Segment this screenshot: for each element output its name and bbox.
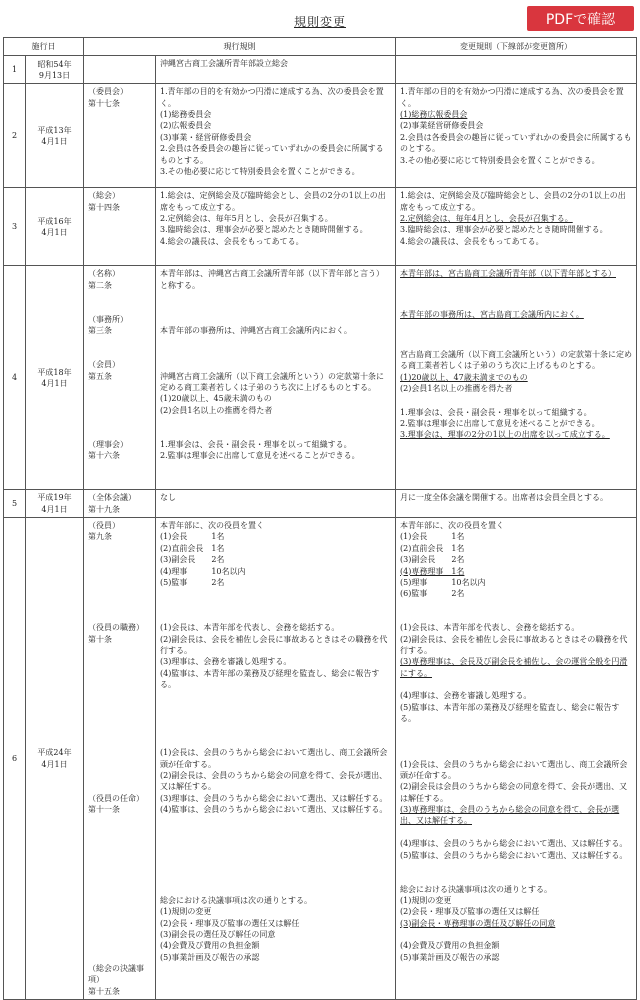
changed-text: (2)会員1名以上の推薦を得た者 <box>400 384 513 394</box>
row-changed-rule <box>396 266 637 490</box>
changed-text: 3.臨時総会は、理事会が必要と認めたとき随時開催する。 4.総会の議長は、会長をもってあてる。 <box>400 225 608 246</box>
pdf-confirm-button[interactable]: PDFで確認 <box>527 6 634 31</box>
changed-text: 本青年部に、次の役員を置く (1)会長 1名 (2)直前会長 1名 (3)副会長 2名 <box>400 521 504 565</box>
row-current-rule: なし <box>156 490 396 518</box>
changed-text-underlined: (3)専務理事は、会員のうちから総会の同意を得て、会長が選出、又は解任する。 <box>400 805 620 826</box>
row-date: 平成19年 4月1日 <box>26 490 84 518</box>
changed-text-underlined: 3.理事会は、理事の2分の1以上の出席を以って成立する。 <box>400 430 610 440</box>
table-row <box>4 266 637 490</box>
row-date: 平成18年 4月1日 <box>26 266 84 490</box>
row-changed-rule <box>396 188 637 266</box>
row-article <box>84 56 156 84</box>
row-article: （全体会議） 第十九条 <box>84 490 156 518</box>
changed-text: (4)理事は、会員のうちから総会において選出、又は解任する。 (5)監事は、会員のうちから総会において選出、又は解任する。 総会における決議事項は次の通りとする。 (1)規則の変更 (2)会長・理事及び監事の選任又は解任 <box>400 839 628 917</box>
changed-text: (4)会費及び費用の負担金額 (5)事業計画及び報告の承認 <box>400 941 500 962</box>
changed-text: 宮古島商工会議所（以下商工会議所という）の定款第十条に定める商工業者若しくは子弟のうち次に上げるものとする。 <box>400 350 632 371</box>
row-current-rule: 本青年部に、次の役員を置く (1)会長 1名 (2)直前会長 1名 (3)副会長 2名 (4)理事 10名以内 (5)監事 2名 (1)会長は、本青年部を代表し、会務を総括する。 (2)副会長は、会長を補佐し会長に事故あるときはその職務を代行する。 (3)理事は、会務を審議し処理する。 (4)監事は、本青年部の業務及び経理を監査し、総会に報告する。 (1)会長は、会員のうちから総会において選出し、商工会議所会頭が任命する。 (2)副会長は、会員のうちから総会の同意を得て、会長が選出、又は解任する。 (3)理事は、会員のうちから総会において選出、又は解任する。 (4)監事は、会員のうちから総会において選出、又は解任する。 総会における決議事項は次の通りとする。 (1)規則の変更 (2)会長・理事及び監事の選任又は解任 (3)副会長の選任及び解任の同意 (4)会費及び費用の負担金額 (5)事業計画及び報告の承認 <box>156 518 396 1000</box>
row-current-rule: 1.総会は、定例総会及び臨時総会とし、会員の2分の1以上の出席をもって成立する。 2.定例総会は、毎年5月とし、会長が召集する。 3.臨時総会は、理事会が必要と認めたとき随時開催する。 4.総会の議長は、会長をもってあてる。 <box>156 188 396 266</box>
row-current-rule: 1.青年部の目的を有効かつ円滑に達成する為、次の委員会を置く。 (1)総務委員会 (2)広報委員会 (3)事業・経営研修委員会 2.会員は各委員会の趣旨に従っていずれかの委員会に所属するものとする。 3.その他必要に応じて特別委員会を置くことができる。 <box>156 84 396 188</box>
header-date: 施行日 <box>4 38 84 56</box>
row-number: 6 <box>4 518 26 1000</box>
changed-text-underlined: 本青年部は、宮古島商工会議所青年部（以下青年部とする） <box>400 269 616 279</box>
row-number: 1 <box>4 56 26 84</box>
row-article: （役員） 第九条 （役員の職務） 第十条 （役員の任命） 第十一条 （総会の決議事項） 第十五条 <box>84 518 156 1000</box>
rules-change-table <box>3 37 637 1000</box>
row-number: 4 <box>4 266 26 490</box>
changed-text-underlined: (1)20歳以上、47歳未満までのもの <box>400 372 528 382</box>
row-changed-rule <box>396 56 637 84</box>
table-header-row <box>4 38 637 56</box>
table-row <box>4 56 637 84</box>
changed-text-underlined: 2.定例総会は、毎年4月とし、会長が召集する。 <box>400 214 573 224</box>
row-article: （名称） 第二条 （事務所） 第三条 （会員） 第五条 （理事会） 第十六条 <box>84 266 156 490</box>
changed-text: 1.青年部の目的を有効かつ円滑に達成する為、次の委員会を置く。 <box>400 87 624 108</box>
row-date: 平成24年 4月1日 <box>26 518 84 1000</box>
changed-text: (4)理事は、会務を審議し処理する。 (5)監事は、本青年部の業務及び経理を監査し、総会に報告する。 (1)会長は、会員のうちから総会において選出し、商工会議所会頭が任命する。 (2)副会長は会員のうちから総会の同意を得て、会長が選出、又は解任する。 <box>400 691 628 803</box>
table-row <box>4 490 637 518</box>
header-current: 現行規則 <box>84 38 396 56</box>
row-date: 昭和54年 9月13日 <box>26 56 84 84</box>
changed-text: 1.理事会は、会長・副会長・理事を以って組織する。 2.監事は理事会に出席して意見を述べることができる。 <box>400 407 600 428</box>
page-title: 規則変更 <box>293 15 346 29</box>
row-number: 5 <box>4 490 26 518</box>
row-changed-rule <box>396 84 637 188</box>
row-current-rule: 本青年部は、沖縄宮古商工会議所青年部（以下青年部と言う）と称する。 本青年部の事務所は、沖縄宮古商工会議所内におく。 沖縄宮古商工会議所（以下商工会議所という）の定款第十条に定める商工業者若しくは子弟のうち次に上げるものとする。 (1)20歳以上、45歳未満のもの (2)会員1名以上の推薦を得た者 1.理事会は、会長・副会長・理事を以って組織する。 2.監事は理事会に出席して意見を述べることができる。 <box>156 266 396 490</box>
changed-text: (5)理事 10名以内 (6)監事 2名 (1)会長は、本青年部を代表し、会務を総括する。 (2)副会長は、会長を補佐し会長に事故あるときはその職務を代行する。 <box>400 577 628 656</box>
changed-text-underlined: (3)専務理事は、会長及び副会長を補佐し、会の運営全般を円滑にする。 <box>400 657 628 678</box>
changed-text-underlined: (3)副会長・専務理事の選任及び解任の同意 <box>400 918 556 928</box>
row-article: （委員会） 第十七条 <box>84 84 156 188</box>
row-number: 2 <box>4 84 26 188</box>
changed-text-underlined: 本青年部の事務所は、宮古島商工会議所内におく。 <box>400 309 584 319</box>
row-changed-rule: 月に一度全体会議を開催する。出席者は会員全員とする。 <box>396 490 637 518</box>
changed-text: (2)事業経営研修委員会 2.会員は各委員会の趣旨に従っていずれかの委員会に所属するものとする。 3.その他必要に応じて特別委員会を置くことができる。 <box>400 121 632 165</box>
row-current-rule: 沖縄宮古商工会議所青年部設立総会 <box>156 56 396 84</box>
changed-text-underlined: (4)専務理事 1名 <box>400 566 465 576</box>
changed-text-underlined: (1)総務広報委員会 <box>400 110 468 120</box>
changed-text: 1.総会は、定例総会及び臨時総会とし、会員の2分の1以上の出席をもって成立する。 <box>400 191 626 212</box>
row-number: 3 <box>4 188 26 266</box>
row-article: （総会） 第十四条 <box>84 188 156 266</box>
header-changed: 変更規則（下線部が変更箇所） <box>396 38 637 56</box>
row-date: 平成16年 4月1日 <box>26 188 84 266</box>
row-changed-rule <box>396 518 637 1000</box>
table-row <box>4 188 637 266</box>
table-row <box>4 84 637 188</box>
table-row <box>4 518 637 1000</box>
row-date: 平成13年 4月1日 <box>26 84 84 188</box>
